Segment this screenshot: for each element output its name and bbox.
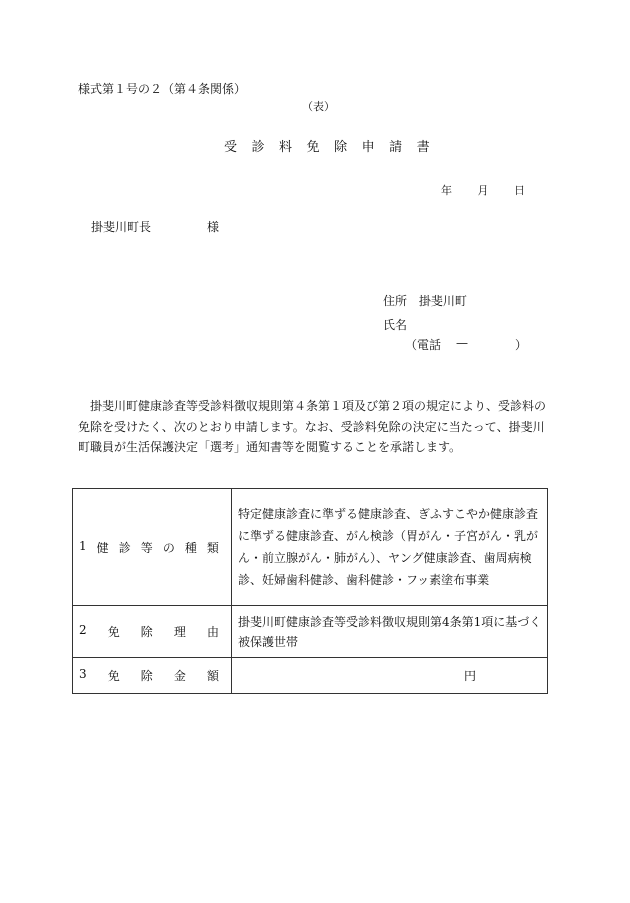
row-number: 3	[79, 667, 87, 681]
title-char: 診	[251, 140, 265, 155]
date-line: 年 月 日	[441, 184, 525, 197]
form-number: 様式第１号の２（第４条関係）	[78, 82, 247, 96]
label-char: の	[162, 540, 175, 555]
row-number: 2	[79, 623, 87, 637]
applicant-phone-close: ）	[515, 338, 528, 352]
title-char: 請	[389, 140, 403, 155]
form-title	[224, 136, 444, 155]
applicant-phone-dash: —	[456, 336, 468, 350]
title-char: 料	[279, 140, 293, 155]
table-row	[73, 489, 548, 606]
label-char: 免	[107, 625, 120, 639]
title-char: 申	[361, 140, 375, 155]
row-label-checkup-type	[73, 489, 232, 606]
side-label: （表）	[302, 100, 335, 113]
checkup-type-value: 特定健康診査に準ずる健康診査、ぎふすこやか健康診査に準ずる健康診査、がん検診（胃がん・子宮がん・乳がん・前立腺がん・肺がん）、ヤング健康診査、歯周病検診、妊婦歯科健診、歯科健診・フッ素塗布事業	[232, 489, 548, 606]
row-number: 1	[79, 538, 87, 553]
exemption-reason-value: 掛斐川町健康診査等受診料徴収規則第4条第1項に基づく被保護世帯	[232, 606, 548, 658]
label-char: 類	[206, 540, 219, 555]
applicant-phone-open: （電話	[405, 338, 442, 352]
title-char: 免	[306, 140, 320, 155]
addressee-honorific: 様	[207, 220, 220, 234]
addressee-name: 掛斐川町長	[91, 220, 152, 234]
applicant-address: 住所 掛斐川町	[383, 294, 467, 308]
label-char: 除	[140, 625, 153, 639]
application-statement: 掛斐川町健康診査等受診料徴収規則第４条第１項及び第２項の規定により、受診料の免除を受けたく、次のとおり申請します。なお、受診料免除の決定に当たって、掛斐川町職員が生活保護決定「選考」通知書等を閲覧することを承諾します。	[78, 399, 547, 454]
label-char: 免	[107, 669, 120, 683]
label-char: 健	[96, 540, 109, 555]
application-table	[72, 488, 548, 694]
label-char: 額	[206, 669, 219, 683]
table-row	[73, 658, 548, 694]
label-char: 種	[184, 540, 197, 555]
title-char: 書	[416, 140, 430, 155]
table-row	[73, 606, 548, 658]
label-char: 等	[140, 540, 153, 555]
title-char: 受	[224, 140, 238, 155]
label-char: 金	[173, 669, 186, 683]
label-char: 理	[173, 625, 186, 639]
exemption-amount-field[interactable]	[232, 658, 548, 694]
label-char: 由	[206, 625, 219, 639]
yen-unit: 円	[464, 669, 477, 683]
title-char: 除	[334, 140, 348, 155]
row-label-exemption-amount	[73, 658, 232, 694]
applicant-name: 氏名	[383, 318, 408, 332]
row-label-exemption-reason	[73, 606, 232, 658]
label-char: 除	[140, 669, 153, 683]
label-char: 診	[118, 540, 131, 555]
